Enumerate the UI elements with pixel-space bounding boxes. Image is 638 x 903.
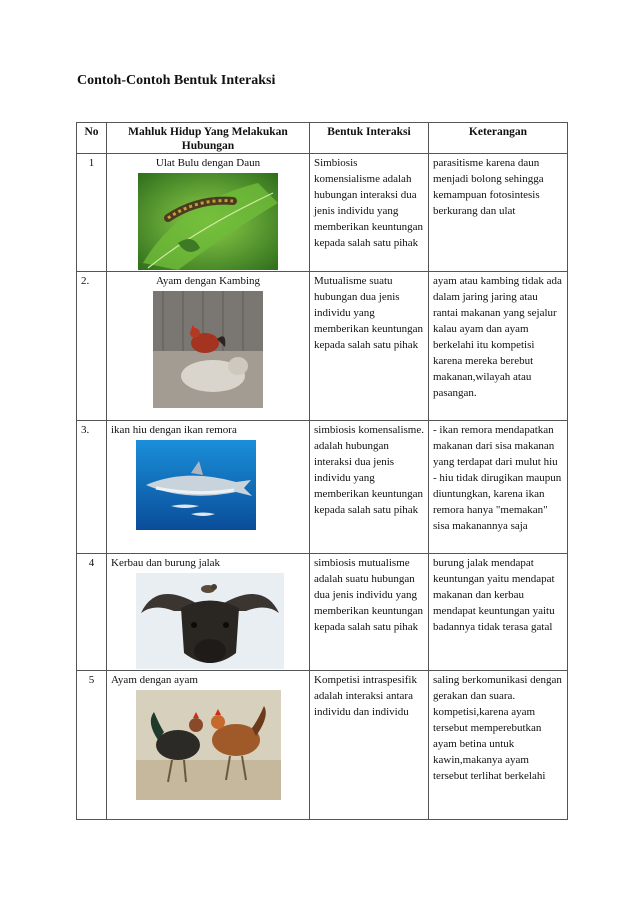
header-notes: Keterangan [429, 123, 568, 154]
organisms-label: Kerbau dan burung jalak [111, 557, 221, 569]
header-organisms: Mahluk Hidup Yang Melakukan Hubungan [107, 123, 310, 154]
header-no: No [77, 123, 107, 154]
row-number: 5 [77, 671, 107, 820]
organisms-label: Ulat Bulu dengan Daun [155, 157, 261, 169]
row-number: 3. [77, 421, 107, 554]
organisms-label: ikan hiu dengan ikan remora [111, 424, 237, 436]
interaction-cell: Simbiosis komensialisme adalah hubungan interaksi dua jenis individu yang memberikan keuntungan kepada salah satu pihak [310, 154, 429, 272]
row-number: 4 [77, 554, 107, 671]
organisms-cell [107, 421, 310, 554]
roosters-fighting-image [136, 690, 281, 800]
shark-with-remora-image [136, 440, 256, 530]
table-row [77, 671, 568, 820]
notes-cell: - ikan remora mendapatkan makanan dari sisa makanan yang terdapat dari mulut hiu - hiu tidak dirugikan maupun diuntungkan, karena ikan remora hanya "memakan" sisa makanannya saja [429, 421, 568, 554]
table-row [77, 554, 568, 671]
buffalo-with-bird-image [136, 573, 284, 669]
table-row [77, 154, 568, 272]
caterpillar-on-leaf-image [138, 173, 278, 270]
organisms-label: Ayam dengan Kambing [155, 275, 261, 287]
interaction-cell: simbiosis komensalisme. adalah hubungan interaksi dua jenis individu yang memberikan keuntungan kepada salah satu pihak [310, 421, 429, 554]
interaction-table [76, 122, 568, 820]
organisms-cell [107, 554, 310, 671]
notes-cell: saling berkomunikasi dengan gerakan dan suara. kompetisi,karena ayam tersebut memperebutkan ayam betina untuk kawin,makanya ayam tersebut terlihat berkelahi [429, 671, 568, 820]
header-interaction: Bentuk Interaksi [310, 123, 429, 154]
organisms-cell [107, 154, 310, 272]
interaction-cell: Kompetisi intraspesifik adalah interaksi antara individu dan individu [310, 671, 429, 820]
table-header-row [77, 123, 568, 154]
organisms-label: Ayam dengan ayam [111, 674, 198, 686]
page-title: Contoh-Contoh Bentuk Interaksi [77, 73, 276, 88]
row-number: 2. [77, 272, 107, 421]
organisms-cell [107, 272, 310, 421]
table-row [77, 272, 568, 421]
notes-cell: parasitisme karena daun menjadi bolong sehingga kemampuan fotosintesis berkurang dan ulat [429, 154, 568, 272]
table-row [77, 421, 568, 554]
interaction-cell: simbiosis mutualisme adalah suatu hubungan dua jenis individu yang memberikan keuntungan kepada salah satu pihak [310, 554, 429, 671]
interaction-cell: Mutualisme suatu hubungan dua jenis individu yang memberikan keuntungan kepada salah satu pihak [310, 272, 429, 421]
row-number: 1 [77, 154, 107, 272]
notes-cell: ayam atau kambing tidak ada dalam jaring jaring atau rantai makanan yang sejalur kalau ayam dan ayam berkelahi itu kompetisi karena mereka berebut makanan,wilayah atau pasangan. [429, 272, 568, 421]
chicken-on-goat-image [153, 291, 263, 408]
organisms-cell [107, 671, 310, 820]
notes-cell: burung jalak mendapat keuntungan yaitu mendapat makanan dan kerbau mendapat keuntungan yaitu badannya tidak terasa gatal [429, 554, 568, 671]
